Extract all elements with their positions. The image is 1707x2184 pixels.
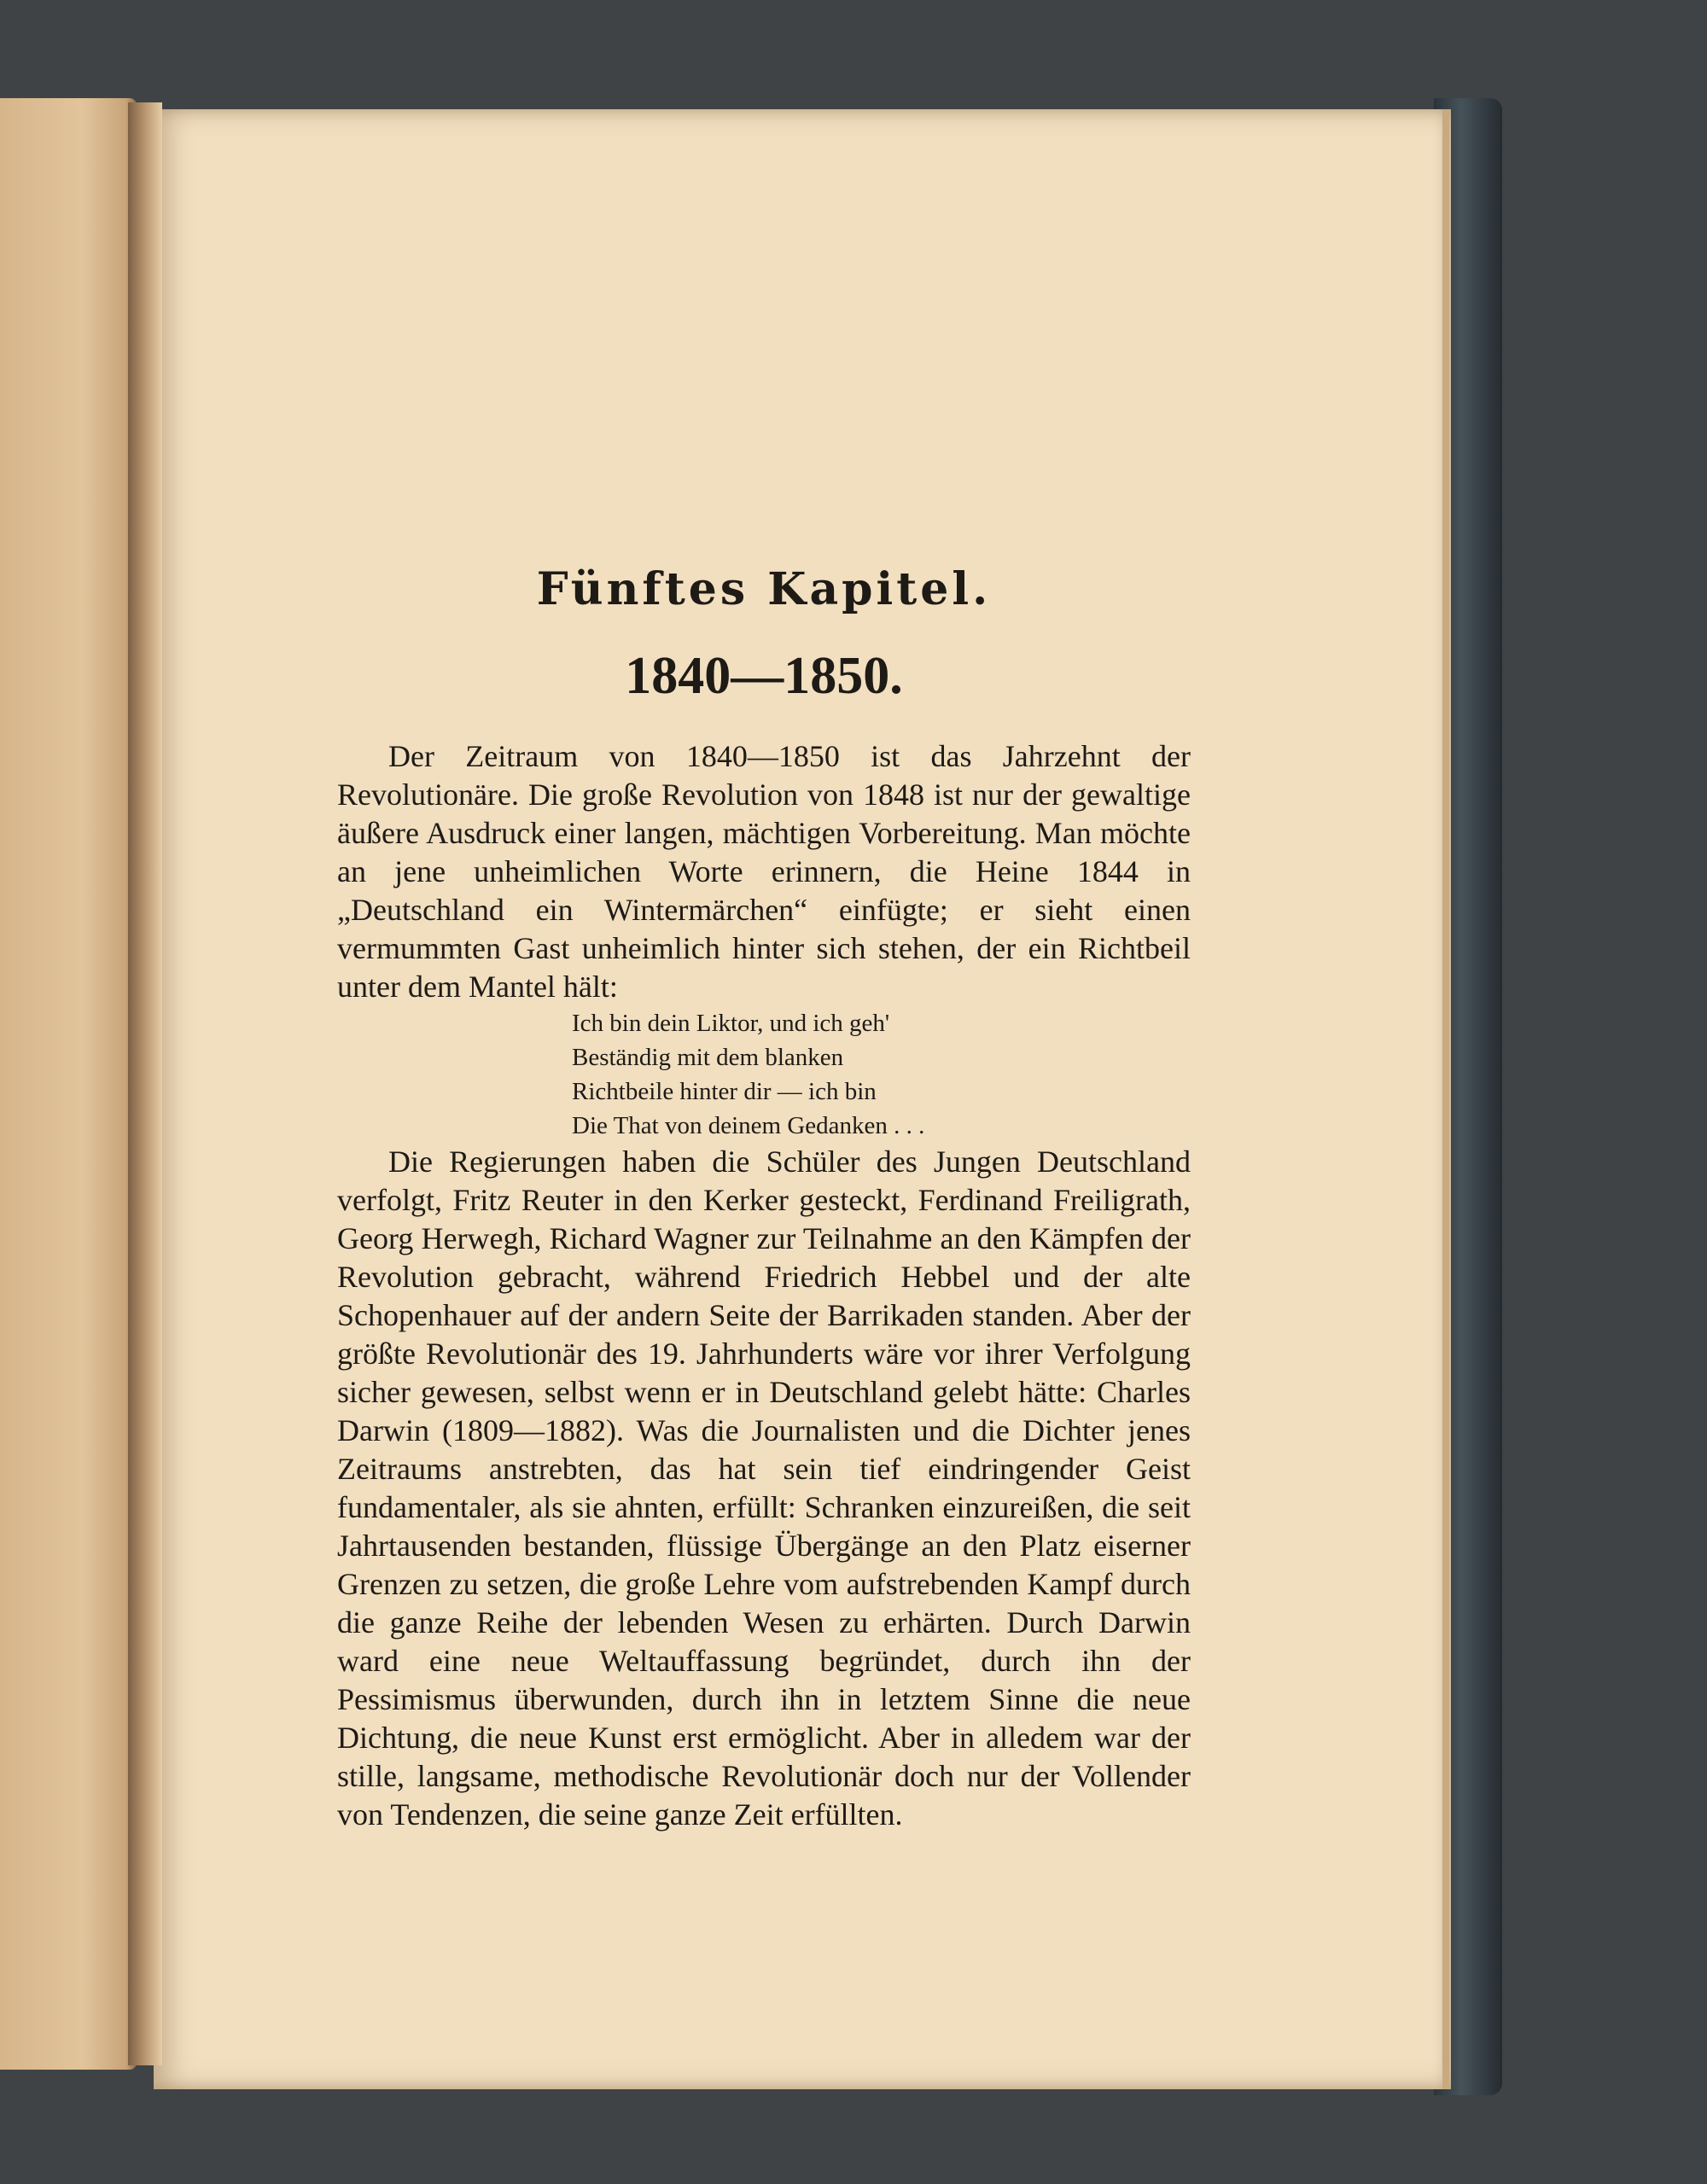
verse-line: Die That von deinem Gedanken . . . bbox=[572, 1112, 925, 1139]
page-edge bbox=[1442, 109, 1449, 2089]
paragraph-revolutionaries: Die Regierungen haben die Schüler des Jungen Deutschland verfolgt, Fritz Reuter in den Kerker gesteckt, Ferdinand Freiligrath, Georg Herwegh, Richard Wagner zur Teilnahme an den Kämpfen der Revolution gebracht, während Friedrich Hebbel und der alte Schopenhauer auf der andern Seite der Barrikaden standen. Aber der größte Revolutionär des 19. Jahrhunderts wäre vor ihrer Verfolgung sicher gewesen, selbst wenn er in Deutschland gelebt hätte: Charles Darwin (1809—1882). Was die Journalisten und die Dichter jenes Zeitraums anstrebten, das hat sein tief eindringender Geist fundamentaler, als sie ahnten, erfüllt: Schranken einzureißen, die seit Jahrtausenden bestanden, flüssige Übergänge an den Platz eiserner Grenzen zu setzen, die große Lehre vom aufstrebenden Kampf durch die ganze Reihe der lebenden Wesen zu erhärten. Durch Darwin ward eine neue Weltauffassung begründet, durch ihn der Pessimismus überwunden, durch ihn in letztem Sinne die neue Dichtung, die neue Kunst erst ermöglicht. Aber in alledem war der stille, langsame, methodische Revolutionär doch nur der Vollender von Tendenzen, die seine ganze Zeit erfüllten. bbox=[337, 1144, 1191, 1832]
page-content bbox=[337, 563, 1191, 1834]
paragraph-intro: Der Zeitraum von 1840—1850 ist das Jahrzehnt der Revolutionäre. Die große Revolution von 1848 ist nur der gewaltige äußere Ausdruck einer langen, mächtigen Vorbereitung. Man möchte an jene unheimlichen Worte erinnern, die Heine 1844 in „Deutschland ein Wintermärchen“ einfügte; er sieht einen vermummten Gast unheimlich hinter sich stehen, der ein Richtbeil unter dem Mantel hält: bbox=[337, 739, 1191, 1004]
left-page bbox=[0, 98, 137, 2070]
verse-quote bbox=[572, 1006, 1191, 1143]
verse-line: Beständig mit dem blanken bbox=[572, 1044, 844, 1071]
period-heading: 1840—1850. bbox=[625, 647, 903, 705]
chapter-title: Fünftes Kapitel. bbox=[536, 563, 992, 615]
verse-line: Richtbeile hinter dir — ich bin bbox=[572, 1078, 877, 1105]
verse-line: Ich bin dein Liktor, und ich geh' bbox=[572, 1010, 890, 1037]
book-gutter bbox=[128, 102, 162, 2065]
